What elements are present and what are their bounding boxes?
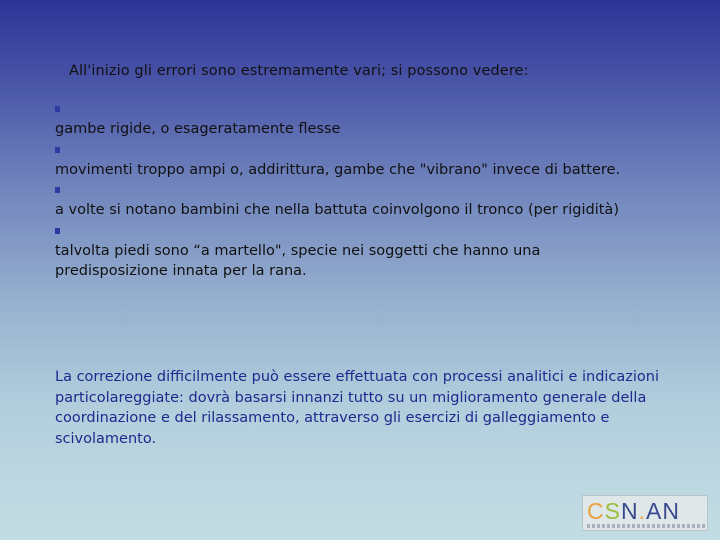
bullet-item: [55, 147, 655, 181]
bullet-item: [55, 228, 655, 282]
bullet-text: talvolta piedi sono “a martello", specie nei soggetti che hanno una predisposizione innata per la rana.: [55, 242, 541, 279]
bullet-text: a volte si notano bambini che nella battuta coinvolgono il tronco (per rigidità): [55, 202, 619, 218]
conclusion-paragraph: La correzione difficilmente può essere effettuata con processi analitici e indicazioni particolareggiate: dovrà basarsi innanzi tutto su un miglioramento generale della coordinazione e del rilassamento, attraverso gli esercizi di galleggiamento e scivolamento.: [55, 369, 660, 447]
csnan-logo: [582, 495, 708, 531]
bullet-item: [55, 187, 655, 221]
logo-letter-s: S: [604, 498, 621, 524]
bullet-square-icon: [55, 147, 60, 153]
bullet-list: [55, 99, 655, 282]
bullet-text: movimenti troppo ampi o, addirittura, gambe che "vibrano" invece di battere.: [55, 161, 621, 178]
bullet-square-icon: [55, 106, 60, 112]
logo-letters: [587, 496, 680, 526]
logo-dot: .: [638, 498, 646, 524]
logo-letter-n: N: [620, 498, 639, 524]
intro-text: All'inizio gli errori sono estremamente vari; si possono vedere:: [69, 63, 529, 79]
logo-letters-an: AN: [645, 498, 680, 524]
bullet-square-icon: [55, 228, 60, 234]
logo-tagline: [587, 524, 705, 528]
bullet-square-icon: [55, 187, 60, 193]
bullet-item: [55, 106, 655, 140]
logo-letter-c: C: [587, 498, 605, 524]
bullet-text: gambe rigide, o esageratamente flesse: [55, 121, 341, 137]
